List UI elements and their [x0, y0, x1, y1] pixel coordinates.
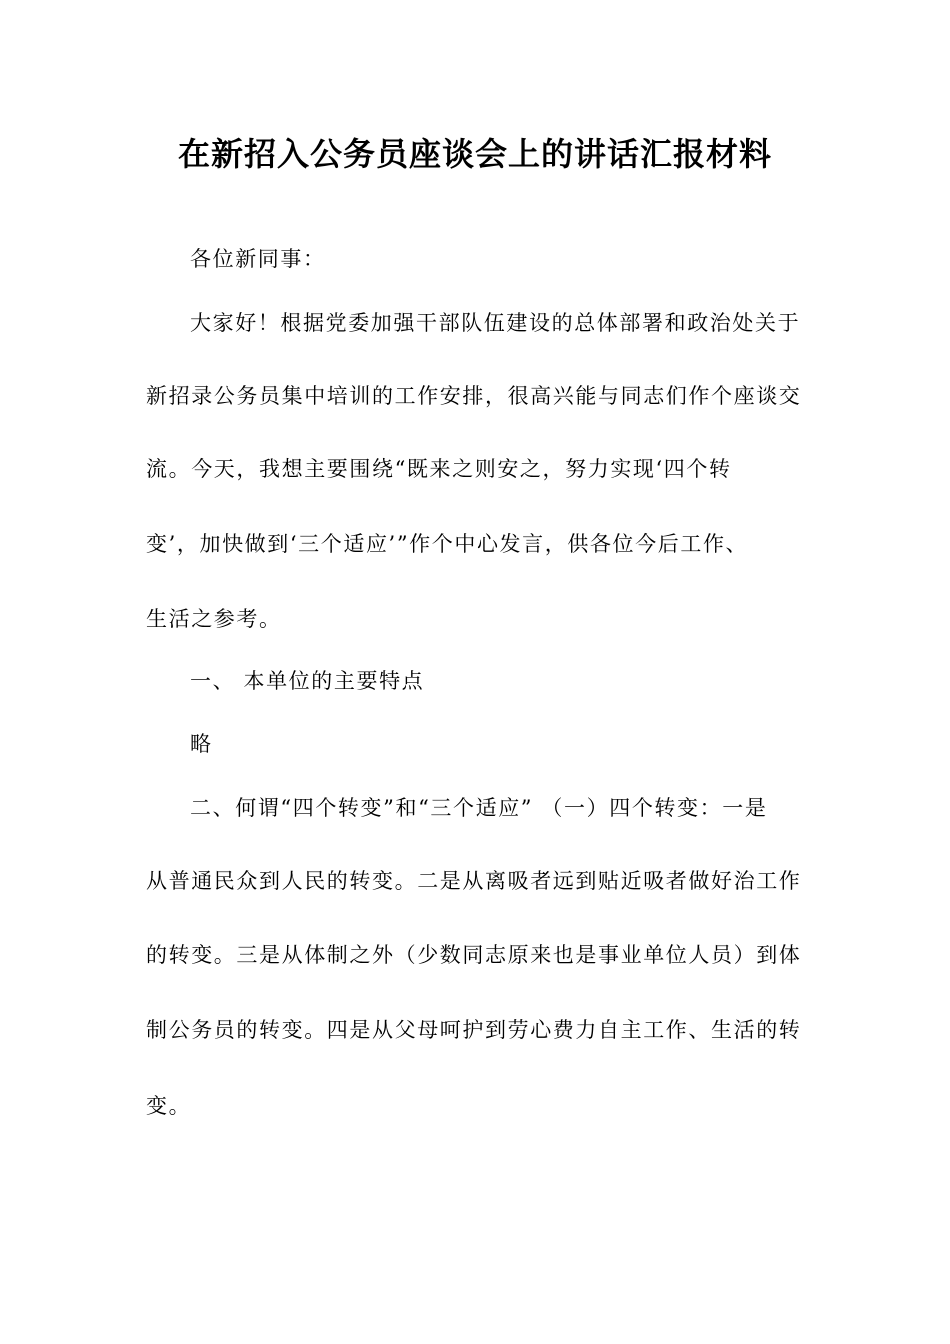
paragraph-line: 新招录公务员集中培训的工作安排，很高兴能与同志们作个座谈交: [146, 384, 802, 408]
paragraph-line: 制公务员的转变。四是从父母呵护到劳心费力自主工作、生活的转: [146, 1018, 802, 1042]
section-heading: 一、 本单位的主要特点: [190, 669, 425, 693]
paragraph-line: 变’，加快做到‘三个适应’”作个中心发言，供各位今后工作、: [146, 532, 749, 556]
paragraph-line: 略: [190, 732, 213, 756]
paragraph-line: 生活之参考。: [146, 607, 282, 631]
paragraph-line: 变。: [146, 1094, 192, 1118]
paragraph-line: 从普通民众到人民的转变。二是从离吸者远到贴近吸者做好治工作: [146, 869, 802, 893]
section-heading: 二、何谓“四个转变”和“三个适应” （一）四个转变：一是: [190, 796, 768, 820]
paragraph-line: 流。今天，我想主要围绕“既来之则安之，努力实现‘四个转: [146, 457, 732, 481]
salutation-line: 各位新同事：: [190, 247, 326, 271]
document-title: 在新招入公务员座谈会上的讲话汇报材料: [177, 135, 772, 173]
paragraph-line: 的转变。三是从体制之外（少数同志原来也是事业单位人员）到体: [146, 943, 802, 967]
paragraph-line: 大家好！根据党委加强干部队伍建设的总体部署和政治处关于: [190, 311, 801, 335]
